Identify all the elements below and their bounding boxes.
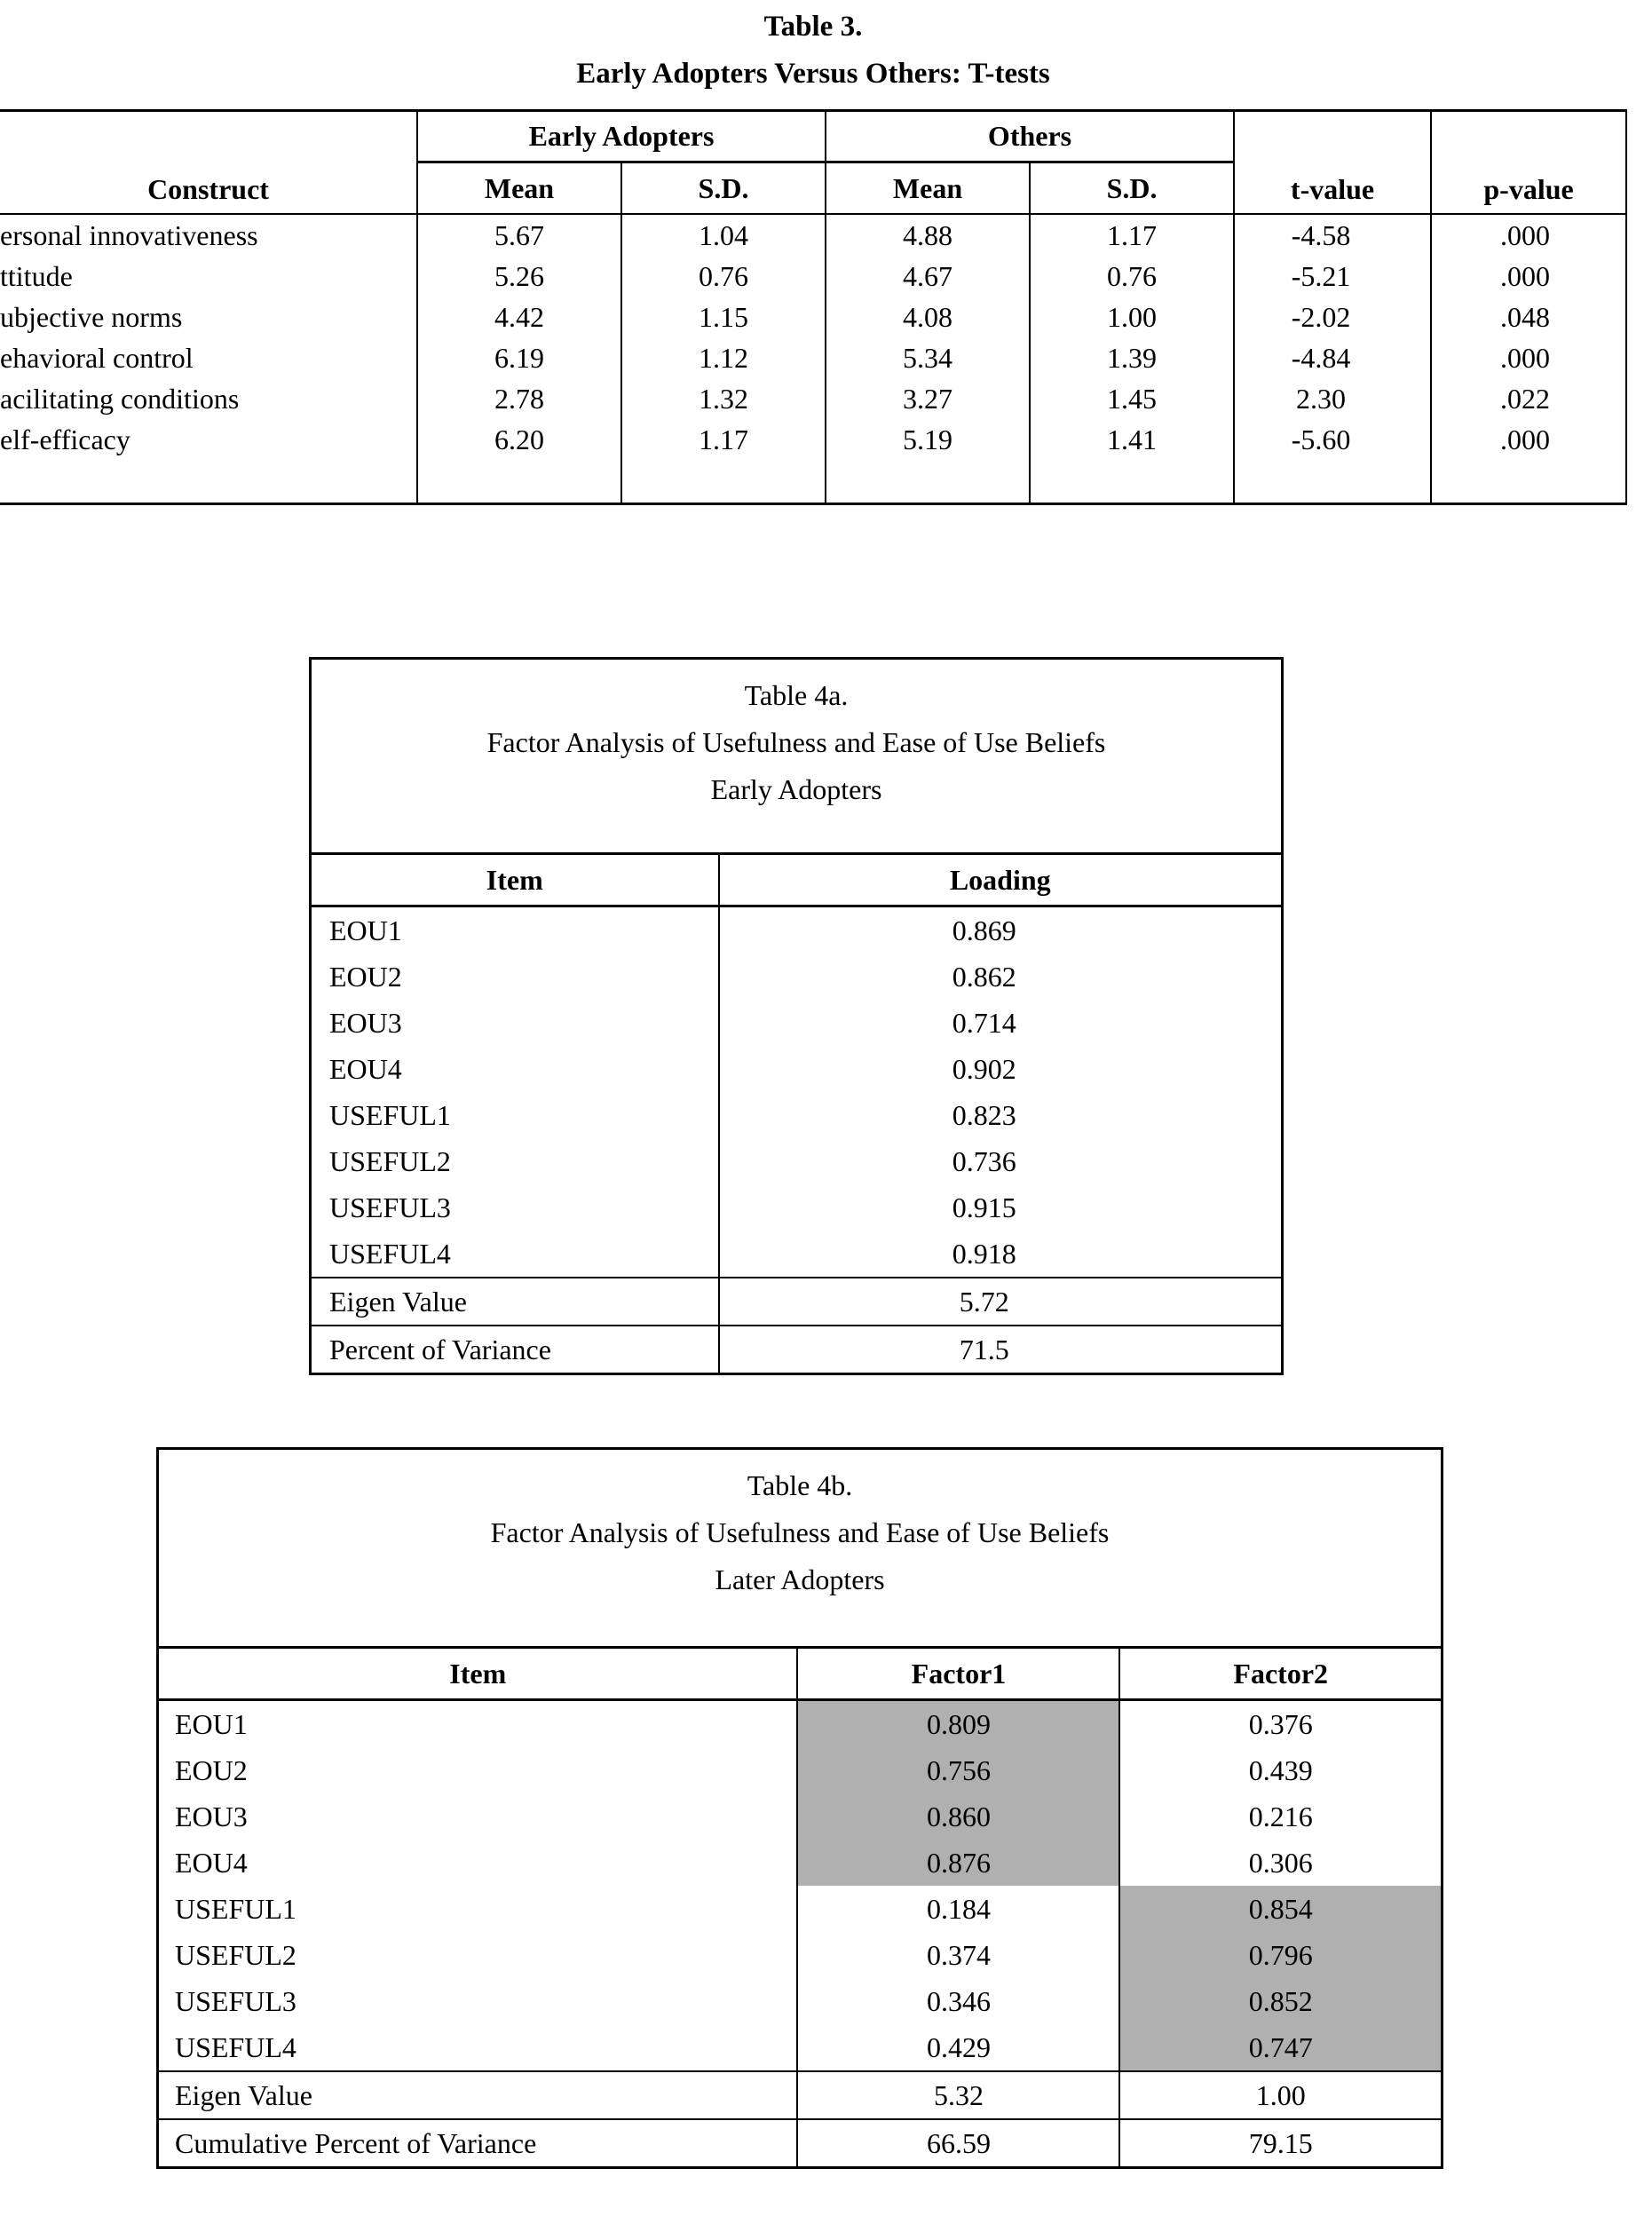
table-3-ea-sd: 1.32 — [621, 378, 826, 419]
table-3-construct-name: elf-efficacy — [0, 419, 417, 460]
table-3-ea-sd: 1.12 — [621, 337, 826, 378]
table-3-ot-mean: 3.27 — [826, 378, 1030, 419]
table-row — [311, 906, 1283, 954]
table-3-p-value: .000 — [1431, 337, 1626, 378]
table-4b-factor1-value: 0.756 — [797, 1747, 1119, 1793]
table-3-header-construct: Construct — [0, 111, 417, 215]
table-3-construct-name: ubjective norms — [0, 297, 417, 337]
table-4b-summary-factor1: 66.59 — [797, 2119, 1119, 2168]
table-4a-title — [311, 659, 1283, 854]
table-3-construct-name: acilitating conditions — [0, 378, 417, 419]
table-4b-factor2-value: 0.747 — [1119, 2024, 1442, 2071]
table-4a-loading: 0.714 — [719, 1000, 1283, 1046]
table-4a-loading: 0.902 — [719, 1046, 1283, 1092]
table-row — [158, 1886, 1443, 1932]
table-4b-factor1-value: 0.429 — [797, 2024, 1119, 2071]
table-3-construct-name: ttitude — [0, 256, 417, 297]
table-row — [311, 1184, 1283, 1231]
table-4b-factor1-value: 0.374 — [797, 1932, 1119, 1978]
table-3-ot-sd: 1.45 — [1030, 378, 1234, 419]
table-4b-item: USEFUL4 — [158, 2024, 798, 2071]
table-4a-header-loading: Loading — [719, 854, 1283, 906]
table-4a-loading: 0.915 — [719, 1184, 1283, 1231]
table-3-filler-cell — [417, 460, 621, 504]
table-4a-header-item: Item — [311, 854, 719, 906]
table-4b-factor1-value: 0.860 — [797, 1793, 1119, 1840]
table-3-ea-mean: 6.19 — [417, 337, 621, 378]
table-4b-item: EOU3 — [158, 1793, 798, 1840]
table-4b-header-row — [158, 1648, 1443, 1700]
table-4b-title-line-1: Table 4b. — [747, 1469, 853, 1501]
table-3-subheader-ot-sd: S.D. — [1030, 162, 1234, 215]
table-row — [311, 1046, 1283, 1092]
table-3-ot-mean: 4.08 — [826, 297, 1030, 337]
table-3 — [0, 109, 1627, 505]
table-3-title — [0, 0, 1626, 98]
table-4b — [156, 1447, 1443, 2169]
table-row — [158, 1700, 1443, 1748]
table-3-subheader-ot-mean: Mean — [826, 162, 1030, 215]
table-4a-loading: 0.862 — [719, 954, 1283, 1000]
table-3-header-others: Others — [826, 111, 1234, 162]
table-4b-item: EOU1 — [158, 1700, 798, 1748]
table-3-ea-sd: 0.76 — [621, 256, 826, 297]
table-row — [0, 419, 1626, 460]
table-4a-item: USEFUL3 — [311, 1184, 719, 1231]
table-3-ot-sd: 0.76 — [1030, 256, 1234, 297]
table-4b-factor2-value: 0.796 — [1119, 1932, 1442, 1978]
table-3-ot-sd: 1.39 — [1030, 337, 1234, 378]
table-4b-title-line-2: Factor Analysis of Usefulness and Ease of Use Beliefs — [490, 1516, 1110, 1548]
table-4a-title-line-1: Table 4a. — [744, 679, 849, 711]
table-4a-summary-row — [311, 1278, 1283, 1326]
table-4b-title — [158, 1449, 1443, 1648]
table-4b-factor2-value: 0.852 — [1119, 1978, 1442, 2024]
table-4b-factor2-value: 0.376 — [1119, 1700, 1442, 1748]
table-3-filler-cell — [0, 460, 417, 504]
table-4b-header-factor1: Factor1 — [797, 1648, 1119, 1700]
table-3-ot-mean: 5.19 — [826, 419, 1030, 460]
table-4a-summary-label: Eigen Value — [311, 1278, 719, 1326]
table-4a-title-line-2: Factor Analysis of Usefulness and Ease of Use Beliefs — [486, 726, 1106, 758]
table-4a-loading: 0.918 — [719, 1231, 1283, 1278]
table-3-filler-cell — [621, 460, 826, 504]
table-4a-loading: 0.823 — [719, 1092, 1283, 1138]
table-3-construct-name: ersonal innovativeness — [0, 214, 417, 256]
table-4a-loading: 0.736 — [719, 1138, 1283, 1184]
table-3-ot-sd: 1.17 — [1030, 214, 1234, 256]
table-3-t-value: -5.60 — [1234, 419, 1431, 460]
table-4a-container — [309, 657, 1284, 1375]
table-3-title-line-2: Early Adopters Versus Others: T-tests — [576, 58, 1050, 90]
table-4b-summary-factor2: 79.15 — [1119, 2119, 1442, 2168]
table-3-ot-mean: 4.88 — [826, 214, 1030, 256]
table-4a-item: EOU3 — [311, 1000, 719, 1046]
table-4b-item: USEFUL1 — [158, 1886, 798, 1932]
table-4b-factor1-value: 0.876 — [797, 1840, 1119, 1886]
table-3-construct-name: ehavioral control — [0, 337, 417, 378]
table-4a-title-row — [311, 659, 1283, 854]
table-3-p-value: .000 — [1431, 256, 1626, 297]
table-4b-factor2-value: 0.854 — [1119, 1886, 1442, 1932]
table-3-ot-sd: 1.00 — [1030, 297, 1234, 337]
table-3-t-value: -4.84 — [1234, 337, 1431, 378]
table-row — [158, 1978, 1443, 2024]
table-3-header-p-value: p-value — [1431, 111, 1626, 215]
table-3-subheader-ea-sd: S.D. — [621, 162, 826, 215]
table-4b-summary-factor2: 1.00 — [1119, 2071, 1442, 2119]
table-3-header-t-value: t-value — [1234, 111, 1431, 215]
table-row — [158, 1840, 1443, 1886]
table-row — [0, 378, 1626, 419]
table-row — [0, 214, 1626, 256]
table-row — [311, 954, 1283, 1000]
table-4a-summary-row — [311, 1326, 1283, 1374]
table-4a-loading: 0.869 — [719, 906, 1283, 954]
table-3-p-value: .000 — [1431, 214, 1626, 256]
table-3-t-value: -4.58 — [1234, 214, 1431, 256]
table-3-ot-mean: 4.67 — [826, 256, 1030, 297]
table-4a-title-line-3: Early Adopters — [710, 773, 882, 805]
table-4a-item: EOU2 — [311, 954, 719, 1000]
table-4b-summary-factor1: 5.32 — [797, 2071, 1119, 2119]
table-3-ea-mean: 6.20 — [417, 419, 621, 460]
table-3-ea-sd: 1.17 — [621, 419, 826, 460]
table-3-p-value: .000 — [1431, 419, 1626, 460]
table-row — [311, 1092, 1283, 1138]
table-3-ea-sd: 1.15 — [621, 297, 826, 337]
table-3-header-early-adopters: Early Adopters — [417, 111, 826, 162]
table-4a — [309, 657, 1284, 1375]
table-row — [158, 1747, 1443, 1793]
table-4b-header-item: Item — [158, 1648, 798, 1700]
table-4b-factor1-value: 0.809 — [797, 1700, 1119, 1748]
table-row — [311, 1138, 1283, 1184]
table-3-t-value: -2.02 — [1234, 297, 1431, 337]
table-3-ea-sd: 1.04 — [621, 214, 826, 256]
table-4b-title-line-3: Later Adopters — [715, 1563, 885, 1595]
table-3-subheader-ea-mean: Mean — [417, 162, 621, 215]
table-4a-summary-value: 5.72 — [719, 1278, 1283, 1326]
table-4b-item: USEFUL2 — [158, 1932, 798, 1978]
table-3-ot-mean: 5.34 — [826, 337, 1030, 378]
table-3-ea-mean: 5.67 — [417, 214, 621, 256]
table-row — [311, 1000, 1283, 1046]
table-3-filler-cell — [1431, 460, 1626, 504]
table-4a-item: USEFUL1 — [311, 1092, 719, 1138]
table-4a-header-row — [311, 854, 1283, 906]
table-3-group-header-row — [0, 111, 1626, 162]
table-row — [158, 1793, 1443, 1840]
table-4b-factor2-value: 0.216 — [1119, 1793, 1442, 1840]
table-4b-summary-label: Cumulative Percent of Variance — [158, 2119, 798, 2168]
table-4a-item: USEFUL4 — [311, 1231, 719, 1278]
table-3-ea-mean: 5.26 — [417, 256, 621, 297]
table-4b-header-factor2: Factor2 — [1119, 1648, 1442, 1700]
table-row — [158, 1932, 1443, 1978]
table-4b-summary-label: Eigen Value — [158, 2071, 798, 2119]
table-4a-summary-value: 71.5 — [719, 1326, 1283, 1374]
table-row — [311, 1231, 1283, 1278]
table-4b-summary-row — [158, 2119, 1443, 2168]
table-3-p-value: .048 — [1431, 297, 1626, 337]
table-3-p-value: .022 — [1431, 378, 1626, 419]
table-4b-summary-row — [158, 2071, 1443, 2119]
table-3-t-value: 2.30 — [1234, 378, 1431, 419]
table-row — [0, 256, 1626, 297]
table-4b-factor1-value: 0.184 — [797, 1886, 1119, 1932]
table-row — [0, 337, 1626, 378]
table-4a-summary-label: Percent of Variance — [311, 1326, 719, 1374]
table-4b-item: EOU4 — [158, 1840, 798, 1886]
table-4b-factor2-value: 0.439 — [1119, 1747, 1442, 1793]
table-4a-item: USEFUL2 — [311, 1138, 719, 1184]
table-row — [158, 2024, 1443, 2071]
table-3-ea-mean: 4.42 — [417, 297, 621, 337]
table-3-filler-cell — [826, 460, 1030, 504]
table-4a-item: EOU1 — [311, 906, 719, 954]
table-3-filler-cell — [1030, 460, 1234, 504]
table-4b-title-row — [158, 1449, 1443, 1648]
table-3-title-line-1: Table 3. — [763, 11, 863, 43]
table-4b-factor1-value: 0.346 — [797, 1978, 1119, 2024]
table-4b-item: EOU2 — [158, 1747, 798, 1793]
table-4b-factor2-value: 0.306 — [1119, 1840, 1442, 1886]
table-4b-item: USEFUL3 — [158, 1978, 798, 2024]
table-3-ea-mean: 2.78 — [417, 378, 621, 419]
table-row — [0, 297, 1626, 337]
table-4a-item: EOU4 — [311, 1046, 719, 1092]
table-3-t-value: -5.21 — [1234, 256, 1431, 297]
table-3-ot-sd: 1.41 — [1030, 419, 1234, 460]
table-3-filler-row — [0, 460, 1626, 504]
table-4b-container — [156, 1447, 1443, 2169]
table-3-filler-cell — [1234, 460, 1431, 504]
table-3-container — [0, 0, 1626, 505]
